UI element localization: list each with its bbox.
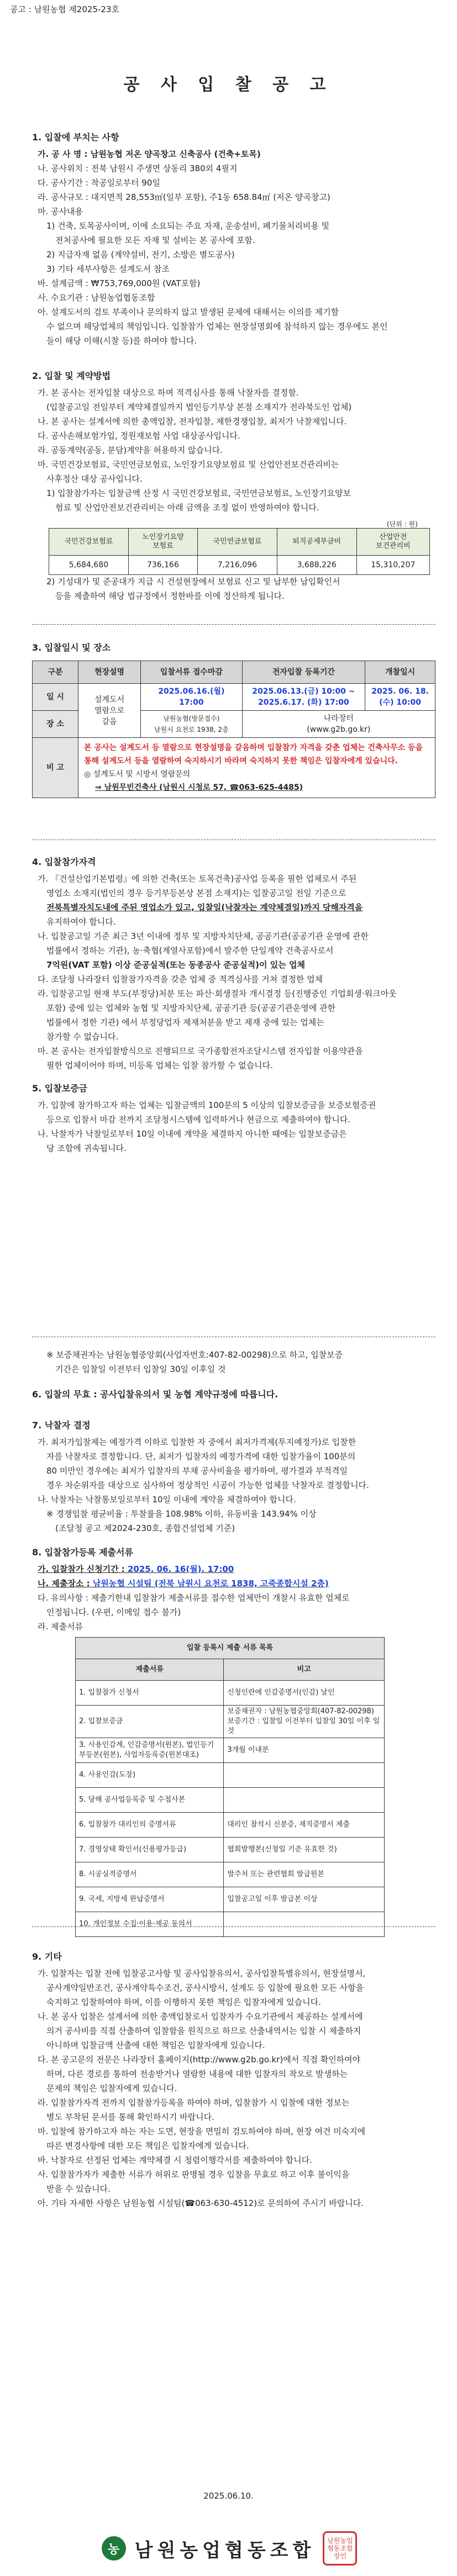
- s7-line: ※ 경쟁입찰 평균비율 : 투찰률을 108.98% 이하, 유동비율 143.94% 이상: [46, 1509, 317, 1519]
- insurance-header: 노인장기요양 보험료: [128, 529, 197, 556]
- opening-place: 나라장터 (www.g2b.go.kr): [242, 711, 435, 738]
- s9-line: 바. 낙찰자로 선정된 업체는 계약체결 시 청렴이행각서를 제출하여야 합니다.: [38, 2155, 312, 2165]
- document-remark: 보증채권자 : 남원농협중앙회(407-82-00298) 보증기간 : 입찰일 이전부터 입찰일 30일 이후 일 것: [224, 1706, 385, 1738]
- content-line: 2) 지급자재 없음 (계약설비, 전기, 소방은 별도공사): [46, 250, 235, 260]
- document-name: 4. 사용인감(도장): [76, 1763, 224, 1788]
- s7-line: 나. 낙찰자는 낙찰통보일로부터 10일 이내에 계약을 체결하여야 합니다.: [38, 1495, 296, 1505]
- s7-line: 80 미만인 경우에는 최저가 입찰자의 부채 공사비율을 평가하여, 평가결과 부적격일: [46, 1466, 348, 1476]
- remark-contact: ⇒ 남원무빈건축사 (남원시 시청로 57, ☎063-625-4485): [95, 783, 303, 792]
- official-seal: 남원농업 협동조합 장인: [323, 2531, 357, 2566]
- content-line: 3) 기타 세부사항은 설계도서 참조: [46, 264, 170, 274]
- schedule-header: 전자입찰 등록기간: [242, 661, 365, 684]
- s9-line: 공사계약일반조건, 공사계약특수조건, 공사시방서, 설계도 등 입찰에 필요한 모든 사항을: [46, 1983, 364, 1993]
- s9-line: 라. 입찰참가자격 전까지 입찰참가등록을 하여야 하며, 입찰참가 시 입찰에 대한 정보는: [38, 2098, 350, 2108]
- s2-line: 험료 및 산업안전보건관리비는 아래 금액을 조정 없이 반영하여야 합니다.: [55, 503, 319, 513]
- s8-line: 인정됩니다. (우편, 이메일 접수 불가): [46, 1607, 181, 1617]
- opening-datetime: 2025. 06. 18. (수) 10:00: [365, 684, 435, 711]
- document-remark: 3개월 이내분: [224, 1738, 385, 1763]
- document-name: 6. 입찰참가 대리인의 증명서류: [76, 1813, 224, 1838]
- insurance-header: 국민연금보험료: [198, 529, 277, 556]
- s2-line: (입찰공고일 전일부터 계약체결일까지 법인등기부상 본점 소재지가 전라북도인 업체): [46, 402, 352, 412]
- s9-line: 따른 변경사항에 대한 모든 책임은 입찰자에게 있습니다.: [46, 2141, 249, 2151]
- notice-date: 2025.06.10.: [203, 2491, 254, 2501]
- project-scale: 라. 공사규모 : 대지면적 28,553㎡(일부 포함), 주1동 658.84㎡ (저온 양곡창고): [38, 192, 330, 202]
- section-2-heading: 2. 입찰 및 계약방법: [32, 371, 111, 381]
- document-remark: 협회발행본(신청일 기준 유효한 것): [224, 1838, 385, 1862]
- notice-line: 아. 설계도서의 검토 부족이나 문의하지 않고 발생된 문제에 대해서는 이의를 제기할: [38, 307, 339, 317]
- submit-place-value: 남원농협 시설팀 (전북 남원시 요천로 1838, 고죽종합시설 2층): [92, 1579, 329, 1588]
- document-remark: 신청인란에 인감증명서(인감) 날인: [224, 1681, 385, 1706]
- notice-line: 들이 해당 이해(시찰 등)를 하여야 합니다.: [46, 336, 197, 346]
- notice-line: 수 없으며 해당업체의 책임입니다. 입찰참가 업체는 현장설명회에 참석하지 않는 경우에도 본인: [46, 321, 388, 331]
- documents-table-title: 입찰 등록시 제출 서류 목록: [76, 1638, 385, 1659]
- document-name: 8. 시공실적증명서: [76, 1862, 224, 1887]
- divider: [32, 624, 435, 625]
- s2-line: 가. 본 공사는 전자입찰 대상으로 하며 적격심사를 통해 낙찰자를 결정함.: [38, 388, 299, 398]
- section-5: [32, 1081, 435, 1155]
- s2-line: 다. 공사손해보험가입, 정원재보험 사업 대상공사입니다.: [38, 431, 240, 441]
- page-title: 공 사 입 찰 공 고: [123, 75, 334, 94]
- s2-after-line: 등을 제출하여 해당 법규정에서 정한바를 이에 정산하게 됩니다.: [55, 591, 285, 601]
- s4-line: 다. 조달청 나라장터 입찰참가자격을 갖춘 업체 중 적격심사를 거쳐 결정한 업체: [38, 974, 323, 984]
- s8-line: 라. 제출서류: [38, 1622, 83, 1632]
- insurance-value: 5,684,680: [49, 556, 129, 575]
- document-name: 3. 사용인감계, 인감증명서(원본), 법인등기부등본(원본), 사업자등록증(원본대조): [76, 1738, 224, 1763]
- content-line: 1) 건축, 토목공사이며, 이에 소요되는 주요 자재, 운송설비, 폐기물처리비용 및: [46, 221, 330, 231]
- s4-line: 라. 입찰공고일 현재 부도(부정당)처분 또는 파산·회생절차 개시결정 등(진행중인 기업회생·워크아웃: [38, 989, 397, 999]
- insurance-header: 산업안전 보건관리비: [356, 529, 429, 556]
- s4-line: 전북특별자치도내에 주된 영업소가 있고, 입찰일(낙찰자는 계약체결일)까지 당해자격을: [46, 902, 363, 912]
- insurance-table: [49, 528, 430, 575]
- s4-line: 마. 본 공사는 전자입찰방식으로 진행되므로 국가종합전자조달시스템 전자입찰 이용약관을: [38, 1046, 363, 1056]
- s2-after-line: 2) 기성대가 및 준공대가 지급 시 건설현장에서 보험료 신고 및 납부한 납입확인서: [46, 577, 340, 587]
- section-1: [32, 130, 435, 348]
- document-remark: [224, 1788, 385, 1813]
- section-6: [32, 1387, 435, 1404]
- document-name: 1. 입찰참가 신청서: [76, 1681, 224, 1706]
- nonghyup-logo-icon: 농: [102, 2536, 126, 2561]
- insurance-value: 7,216,096: [198, 556, 277, 575]
- notice-number: 공고 : 남원농협 제2025-23호: [10, 4, 119, 14]
- s4-line: 법률에서 정하는 기관), 농·축협(계열사포함)에서 발주한 단일계약 건축공사로서: [46, 946, 334, 956]
- s4-line: 나. 입찰공고일 기준 최근 3년 이내에 정부 및 지방자치단체, 공공기관(공공기관 운영에 관한: [38, 931, 369, 941]
- document-remark: [224, 1912, 385, 1937]
- content-line: 전처공사에 필요한 모든 자재 및 설비는 본 공사에 포함.: [55, 235, 255, 245]
- document-row: [76, 1813, 385, 1838]
- apply-period-label: 가. 입찰참가 신청기간 :: [38, 1564, 128, 1574]
- section-8-heading: 8. 입찰참가등록 제출서류: [32, 1547, 133, 1558]
- s9-line: 별도 부착된 문서를 통해 확인하시기 바랍니다.: [46, 2112, 214, 2122]
- s9-line: 다. 본 공고문의 전문은 나라장터 홈페이지(http://www.g2b.go.kr)에서 직접 확인하여야: [38, 2055, 361, 2065]
- s9-line: 하며, 다른 경로를 통하여 전송받거나 열람한 내용에 대한 입찰자의 착오로 발생하는: [46, 2069, 348, 2079]
- section-8: [32, 1545, 435, 1634]
- document-row: [76, 1738, 385, 1763]
- s2-line: 나. 본 공사는 설계서에 의한 총액입찰, 전자입찰, 제한경쟁입찰, 최저가 낙찰제입니다.: [38, 416, 347, 426]
- insurance-header: 국민건강보험료: [49, 529, 129, 556]
- document-remark: 발주처 또는 관련협회 발급원본: [224, 1862, 385, 1887]
- s9-line: 가. 입찰자는 입찰 전에 입찰공고사항 및 공사입찰유의서, 공사입찰특별유의서, 현장설명서,: [38, 1968, 366, 1978]
- s9-line: 의거 공사비를 직접 산출하여 입찰함을 원칙으로 하므로 산출내역서는 입찰 시 제출하지: [46, 2026, 361, 2036]
- document-row: [76, 1763, 385, 1788]
- s2-line: 1) 입찰참가자는 입찰금액 산정 시 국민건강보험료, 국민연금보험료, 노인장기요양보: [46, 488, 351, 498]
- section-9: [32, 1950, 435, 2210]
- schedule-header: 구분: [33, 661, 78, 684]
- s4-line: 유지하여야 합니다.: [46, 917, 116, 927]
- s8-line: 다. 유의사항 : 제출기한내 입찰참가 제출서류를 접수한 업체만이 개찰시 유효한 업체로: [38, 1593, 350, 1603]
- section-7-heading: 7. 낙찰자 결정: [32, 1420, 91, 1430]
- s9-line: 마. 입찰에 참가하고자 하는 자는 도면, 현장을 면밀히 검토하여야 하며, 현장 여건 미숙지에: [38, 2126, 366, 2136]
- s9-line: 나. 본 공사 입찰은 설계서에 의한 총액입찰로서 입찰자가 수요기관에서 제공하는 설계서에: [38, 2012, 363, 2021]
- s9-line: 숙지하고 입찰하여야 하며, 이를 이행하지 못한 책임은 입찰자에게 있습니다.: [46, 1997, 321, 2007]
- document-row: [76, 1788, 385, 1813]
- project-name: 가. 공 사 명 : 남원농협 저온 양곡창고 신축공사 (건축+토목): [38, 149, 261, 159]
- project-period: 다. 공사기간 : 착공일로부터 90일: [38, 178, 160, 188]
- issuer: [99, 2532, 359, 2565]
- s4-line: 참가할 수 없습니다.: [46, 1032, 119, 1042]
- document-row: [76, 1681, 385, 1706]
- documents-table: [75, 1637, 385, 1937]
- schedule-header: 입찰서류 접수마감: [141, 661, 243, 684]
- insurance-value: 15,310,207: [356, 556, 429, 575]
- section-5-heading: 5. 입찰보증금: [32, 1083, 88, 1094]
- project-location: 나. 공사위치 : 전북 남원시 주생면 상동리 380외 4필지: [38, 163, 238, 173]
- design-amount: 바. 설계금액 : ₩753,769,000원 (VAT포함): [38, 278, 201, 288]
- s7-line: 경우 차순위자를 대상으로 심사하여 정상적인 시공이 가능한 업체를 낙찰자로 결정합니다.: [46, 1480, 369, 1490]
- s5-note-line: 기간은 입찰일 이전부터 입찰일 30일 이후일 것: [55, 1364, 226, 1374]
- schedule-table: [32, 661, 435, 798]
- s9-line: 문제의 책임은 입찰자에게 있습니다.: [46, 2083, 177, 2093]
- project-content-head: 마. 공사내용: [38, 207, 83, 217]
- section-2-after: [32, 574, 435, 603]
- unit-note: (단위 : 원): [387, 520, 418, 528]
- section-4: [32, 855, 435, 1073]
- s5-line: 나. 낙찰자가 낙찰일로부터 10일 이내에 계약을 체결하지 아니한 때에는 입찰보증금은: [38, 1129, 347, 1139]
- s9-line: 받을 수 있습니다.: [46, 2184, 111, 2194]
- section-6-heading: 6. 입찰의 무효 : 공사입찰유의서 및 농협 계약규정에 따릅니다.: [32, 1389, 279, 1400]
- s4-line: 법률에서 정한 기관) 에서 부정당업자 제재처분을 받고 제재 중에 있는 업체는: [46, 1017, 324, 1027]
- s4-line: 포함) 중에 있는 업체와 농협 및 지방자치단체, 공공기관 등(공공기관운영에 관한: [46, 1003, 336, 1013]
- s4-line: 가. 『건설산업기본법령』에 의한 건축(또는 토목건축)공사업 등록을 필한 업체로서 주된: [38, 874, 357, 884]
- apply-period-value: 2025. 06. 16(월). 17:00: [128, 1564, 234, 1574]
- deadline-datetime: 2025.06.16.(월) 17:00: [141, 684, 243, 711]
- document-remark: 대리인 참석시 신분증, 재직증명서 제출: [224, 1813, 385, 1838]
- section-3-heading: 3. 입찰일시 및 장소: [32, 642, 111, 653]
- field-explanation: 설계도서 열람으로 갈음: [78, 684, 141, 738]
- s5-line: 당 조합에 귀속됩니다.: [46, 1143, 127, 1153]
- document-name: 2. 입찰보증금: [76, 1706, 224, 1738]
- schedule-header: 개찰일시: [365, 661, 435, 684]
- section-2: [32, 369, 435, 515]
- section-9-heading: 9. 기타: [32, 1951, 62, 1962]
- submit-place-label: 나. 제출장소 :: [38, 1579, 93, 1588]
- document-name: 7. 경영상태 확인서(신용평가등급): [76, 1838, 224, 1862]
- document-remark: 입찰공고일 이후 발급본 이상: [224, 1887, 385, 1912]
- client-org: 사. 수요기관 : 남원농업협동조합: [38, 293, 155, 303]
- schedule-header: 현장설명: [78, 661, 141, 684]
- deadline-place: 남원농협(방문접수) 남원시 요천로 1938, 2층: [141, 711, 243, 738]
- section-3: [32, 641, 435, 657]
- s2-line: 마. 국민건강보험료, 국민연금보험료, 노인장기요양보험료 및 산업안전보건관리비는: [38, 460, 339, 469]
- section-1-heading: 1. 입찰에 부치는 사항: [32, 132, 119, 142]
- remark-design-inquiry: ◎ 설계도서 및 시방서 열람문의: [84, 770, 191, 779]
- s7-line: 가. 최저가입찰제는 예정가격 이하로 입찰한 자 중에서 최저가격제(투지예정가)로 입찰한: [38, 1437, 356, 1447]
- document-row: [76, 1706, 385, 1738]
- s7-line: (조달청 공고 제2024-230호, 종합건설업체 기준): [55, 1523, 235, 1533]
- remark-label: 비 고: [33, 738, 78, 798]
- s9-line: 사. 입찰참가자가 제출한 서류가 허위로 판명될 경우 입찰을 무효로 하고 이후 불이익을: [38, 2169, 350, 2179]
- s4-line: 필한 업체이어야 하며, 미등록 업체는 입찰 참가할 수 없습니다.: [46, 1060, 273, 1070]
- s9-line: 아니하며 입찰금액 산출에 대한 책임은 입찰자에게 있습니다.: [46, 2040, 265, 2050]
- issuer-name: 남원농업협동조합: [134, 2539, 316, 2562]
- section-5-note: [32, 1348, 435, 1376]
- datetime-label: 일 시: [33, 684, 78, 711]
- document-row: [76, 1887, 385, 1912]
- section-7: [32, 1418, 435, 1535]
- s5-line: 가. 입찰에 참가하고자 하는 업체는 입찰금액의 100분의 5 이상의 입찰보증금을 보증보험증권: [38, 1100, 376, 1110]
- insurance-value: 736,166: [128, 556, 197, 575]
- s5-line: 등으로 입찰서 마감 전까지 조달청시스템에 입력하거나 현금으로 제출하여야 합니다.: [46, 1115, 351, 1125]
- remark-notice: 본 공사는 설계도서 등 열람으로 현장설명을 갈음하며 입찰참가 자격을 갖춘 업체는 건축사무소 등을 통해 설계도서 등을 열람하여 숙지하시기 바라며 숙지하지 못한 책임은 입찰자에게 있습니다.: [84, 743, 423, 766]
- divider: [32, 1926, 435, 1927]
- place-label: 장 소: [33, 711, 78, 738]
- document-row: [76, 1838, 385, 1862]
- register-period: 2025.06.13.(금) 10:00 ~ 2025.6.17. (화) 17:00: [242, 684, 365, 711]
- s5-note-line: ※ 보증채권자는 남원농협중앙회(사업자번호:407-82-00298)으로 하고, 입찰보증: [46, 1350, 343, 1360]
- document-row: [76, 1862, 385, 1887]
- s4-line: 7억원(VAT 포함) 이상 준공실적(또는 동종공사 준공실적)이 있는 업체: [46, 960, 305, 970]
- document-remark: [224, 1763, 385, 1788]
- document-name: 10. 개인정보 수집·이용·제공 동의서: [76, 1912, 224, 1937]
- s2-line: 사후정산 대상 공사입니다.: [46, 474, 143, 484]
- insurance-value: 3,688,226: [277, 556, 356, 575]
- insurance-header: 퇴직공제부금비: [277, 529, 356, 556]
- s4-line: 영업소 소재지(법인의 경우 등기부등본상 본점 소재지)는 입찰공고일 전일 기준으로: [46, 888, 346, 898]
- documents-col-header: 비고: [224, 1659, 385, 1681]
- s9-line: 아. 기타 자세한 사항은 남원농협 시설팀(☎063-630-4512)로 문의하여 주시기 바랍니다.: [38, 2198, 364, 2208]
- section-4-heading: 4. 입찰참가자격: [32, 857, 96, 867]
- document-name: 5. 당해 공사업등록증 및 수첩사본: [76, 1788, 224, 1813]
- document-name: 9. 국세, 지방세 완납증명서: [76, 1887, 224, 1912]
- document-row: [76, 1912, 385, 1937]
- documents-col-header: 제출서류: [76, 1659, 224, 1681]
- s2-line: 라. 공동계약(공동, 분담)계약을 허용하지 않습니다.: [38, 445, 223, 455]
- s7-line: 자를 낙찰자로 결정합니다. 단, 최저가 입찰자의 예정가격에 대한 입찰가율이 100분의: [46, 1451, 356, 1461]
